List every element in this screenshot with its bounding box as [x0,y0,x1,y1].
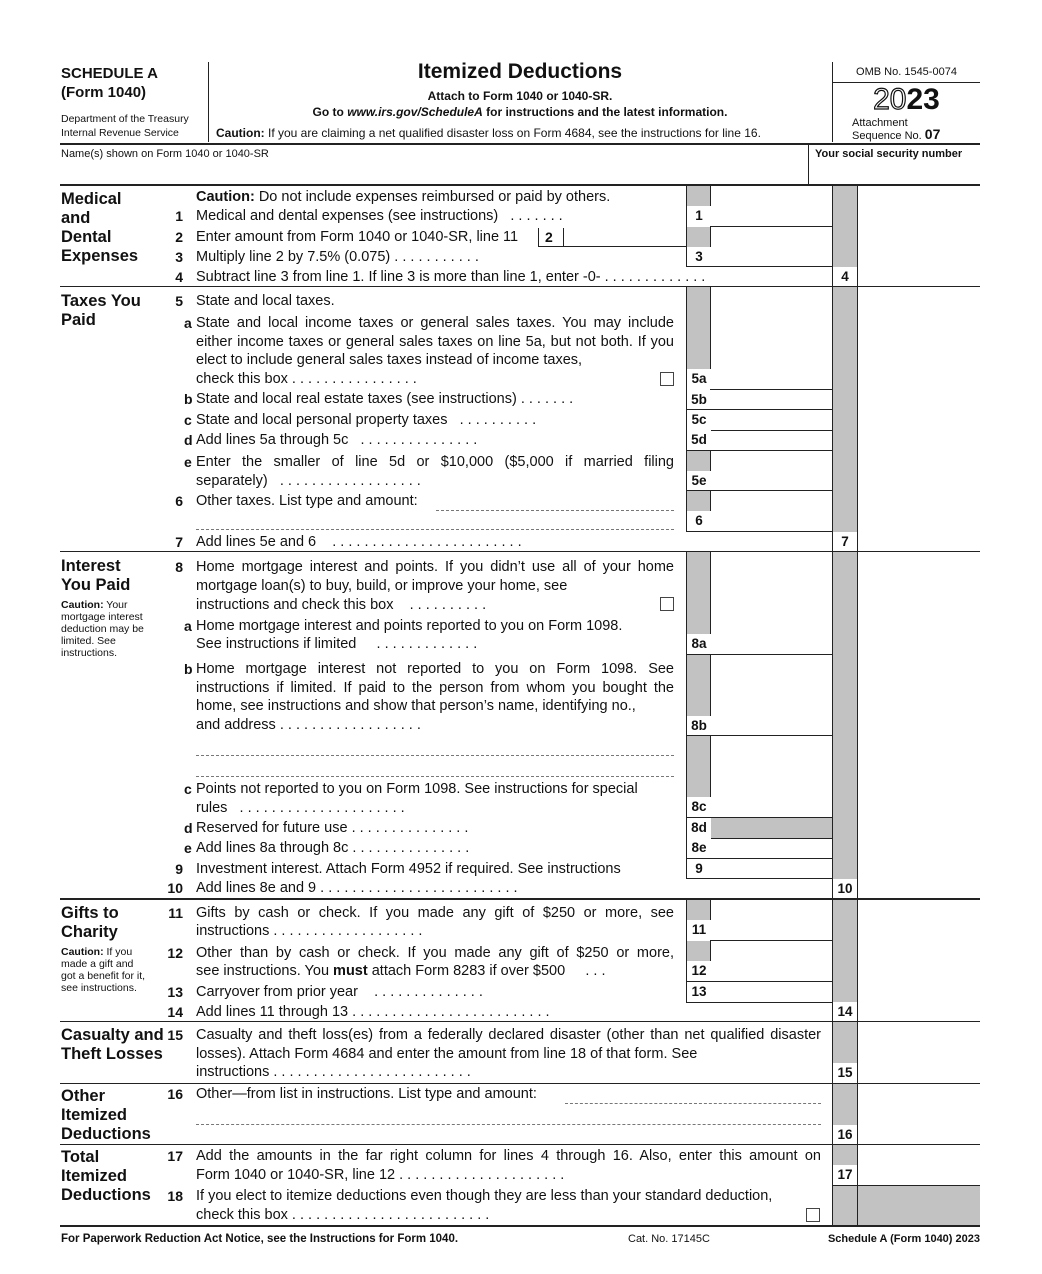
name-field[interactable] [60,145,808,185]
ref-shade-8c [686,736,710,797]
form-title: Itemized Deductions [417,60,623,83]
line-16-amount[interactable] [858,1125,980,1144]
rule-5e [686,490,832,491]
line-14-amount[interactable] [858,1002,980,1021]
line-num-1: 1 [175,208,183,224]
line-ref-5b: 5b [687,390,711,410]
line-5e-text: Enter the smaller of line 5d or $10,000 ($5,000 if married filing [196,454,674,470]
tax-year-outline: 20 [873,83,907,116]
line-12-last: see instructions. You must attach Form 8283 if over $500 . . . [196,963,606,979]
sequence-label [852,128,940,143]
line-8a-text: Home mortgage interest and points reported to you on Form 1098. [196,618,623,634]
medical-caution: Caution: Do not include expenses reimbursed or paid by others. [196,189,611,205]
line-17-text: Add the amounts in the far right column for lines 4 through 16. Also, enter this amount on [196,1148,821,1164]
line-ref-16: 16 [833,1125,857,1145]
line-ref-15: 15 [833,1063,857,1083]
line-16-text: Other—from list in instructions. List type and amount: [196,1086,537,1102]
caution-text: If you are claiming a net qualified disaster loss on Form 4684, see the instructions for line 16. [264,126,761,140]
header-caution [216,126,761,140]
line-5e-amount[interactable] [711,471,832,491]
line-15-text: Casualty and theft loss(es) from a federally declared disaster (other than net qualified disaster losses). Attach Form 4684 and enter the amount from line 18 of that form. See [196,1027,821,1062]
line-11-last: instructions . . . . . . . . . . . . . . . . . . . [196,923,423,939]
form-identifier: Schedule A (Form 1040) 2023 [827,1233,980,1245]
line-num-6: 6 [175,493,183,509]
line-2-box-left [538,228,539,247]
rule-1 [710,226,832,227]
section-title-interest: Interest You Paid [61,557,131,594]
caution-label: Caution: [216,126,265,140]
line-ref-12: 12 [687,961,711,981]
irs-url-link[interactable]: www.irs.gov/ScheduleA [347,105,483,119]
line-letter-8e: e [184,840,192,856]
line-num-16: 16 [167,1086,183,1102]
line-12-amount[interactable] [711,961,832,981]
line-13-amount[interactable] [711,982,832,1002]
line-8c-text: Points not reported to you on Form 1098. See instructions for special [196,781,638,797]
attachment-label: Attachment [852,117,908,129]
catalog-number: Cat. No. 17145C [628,1233,710,1245]
line-16-description-field[interactable] [565,1103,821,1104]
line-ref-4: 4 [833,267,857,287]
line-num-11: 11 [168,905,183,921]
line-ref-3: 3 [687,247,711,267]
section-title-other: Other Itemized Deductions [61,1087,151,1143]
line-5d-text: Add lines 5a through 5c . . . . . . . . . . . . . . . [196,432,478,448]
line-num-2: 2 [175,229,183,245]
line-letter-8c: c [184,781,192,797]
line-3-amount[interactable] [711,247,832,267]
line-15-amount[interactable] [858,1063,980,1082]
line-num-14: 14 [167,1004,183,1020]
line-letter-5c: c [184,412,192,428]
line-8b-address-field-2[interactable] [196,776,674,777]
line-18-shaded-amount [858,1186,980,1226]
line-num-10: 10 [167,880,183,896]
line-2-box-bottom [538,246,686,247]
interest-caution-note: Caution: Your mortgage interest deduction may be limited. See instructions. [61,599,144,659]
line-3-text: Multiply line 2 by 7.5% (0.075) . . . . . . . . . . . [196,249,479,265]
line-1-text: Medical and dental expenses (see instructions) . . . . . . . [196,208,563,224]
sequence-text: Sequence No. [852,130,922,142]
mortgage-use-checkbox[interactable] [660,597,674,611]
mid-col-right-15 [832,1022,833,1226]
line-6-description-field-2[interactable] [196,529,674,530]
attach-instruction: Attach to Form 1040 or 1040-SR. [427,89,613,103]
line-num-17: 17 [167,1148,183,1164]
ref-shade-6 [686,491,710,511]
gifts-caution-note: Caution: If you made a gift and got a benefit for it, see instructions. [61,946,146,994]
line-8d-text: Reserved for future use . . . . . . . . . . . . . . . [196,820,469,836]
rule-9 [686,878,832,879]
line-5c-amount[interactable] [711,410,832,430]
line-letter-5e: e [184,454,192,470]
right-ref-right-8 [857,552,858,898]
line-5c-text: State and local personal property taxes . . . . . . . . . . [196,412,537,428]
sequence-number: 07 [924,126,941,142]
line-ref-17: 17 [833,1165,857,1185]
goto-prefix: Go to [312,105,348,119]
section-title-medical: Medical and Dental Expenses [61,190,139,265]
line-num-8: 8 [175,559,183,575]
line-5a-amount[interactable] [711,369,832,389]
line-letter-5a: a [184,315,192,331]
line-ref-5a: 5a [687,369,711,389]
goto-suffix: for instructions and the latest information. [482,105,728,119]
line-ref-8a: 8a [687,634,711,654]
rule-6 [686,531,832,532]
line-8c-last: rules . . . . . . . . . . . . . . . . . . . . . [196,800,405,816]
line-letter-8a: a [184,618,192,634]
mid-col-right-8 [832,552,833,898]
right-ref-right-5 [857,287,858,551]
line-letter-8d: d [184,820,193,836]
line-ref-11: 11 [687,920,711,940]
line-13-text: Carryover from prior year . . . . . . . . . . . . . . [196,984,483,1000]
rule-3 [686,266,832,267]
rule-8a [686,654,832,655]
line-ref-8c: 8c [687,797,711,817]
line-2-amount[interactable] [564,228,685,247]
line-ref-5d: 5d [687,430,711,450]
line-ref-9: 9 [687,859,711,879]
ref-shade-5a [686,287,710,369]
section-rule-casualty [60,1083,980,1084]
line-ref-2: 2 [545,229,553,245]
line-letter-8b: b [184,661,193,677]
line-6-text: Other taxes. List type and amount: [196,493,418,509]
agency-name: Internal Revenue Service [61,127,179,139]
line-5d-amount[interactable] [711,430,832,450]
line-8b-address-field[interactable] [196,755,674,756]
line-8b-amount[interactable] [711,716,832,736]
line-6-amount[interactable] [711,511,832,531]
line-12-text: Other than by cash or check. If you made any gift of $250 or more, [196,945,674,961]
line-ref-10: 10 [833,879,857,899]
line-num-12: 12 [167,945,183,961]
line-5b-amount[interactable] [711,390,832,410]
rule-11 [710,940,832,941]
section-title-casualty: Casualty and Theft Losses [61,1026,164,1063]
paperwork-notice: For Paperwork Reduction Act Notice, see the Instructions for Form 1040. [61,1233,459,1245]
form-header [0,0,1042,150]
line-num-9: 9 [175,861,183,877]
line-num-5: 5 [175,293,183,309]
section-title-gifts: Gifts to Charity [61,904,119,941]
line-5b-text: State and local real estate taxes (see instructions) . . . . . . . [196,391,574,407]
ssn-label: Your social security number [815,148,963,160]
line-9-text: Investment interest. Attach Form 4952 if required. See instructions [196,861,621,877]
line-num-15: 15 [167,1027,183,1043]
line-ref-13: 13 [687,982,711,1002]
line-8a-last: See instructions if limited . . . . . . . . . . . . . [196,636,478,652]
line-num-7: 7 [175,534,183,550]
line-ref-8b: 8b [687,716,711,736]
line-8a-amount[interactable] [711,634,832,654]
line-8c-amount[interactable] [711,797,832,817]
line-15-last: instructions . . . . . . . . . . . . . . . . . . . . . . . . . [196,1064,471,1080]
sales-tax-checkbox[interactable] [660,372,674,386]
line-ref-1: 1 [687,206,711,226]
line-5-text: State and local taxes. [196,293,335,309]
tax-year [833,83,980,117]
line-11-text: Gifts by cash or check. If you made any gift of $250 or more, see [196,905,674,921]
ref-shade-5e [686,451,710,471]
line-ref-8e: 8e [687,838,711,858]
section-title-taxes: Taxes You Paid [61,292,141,329]
rule-13 [686,1002,832,1003]
section-rule-interest [60,898,980,900]
line-8d-shaded-amount [710,818,832,838]
ref-shade-1 [686,186,710,206]
line-5a-last: check this box . . . . . . . . . . . . . . . . [196,371,417,387]
line-11-amount[interactable] [711,920,832,940]
rule-8b [686,735,832,736]
ref-shade-8b [686,655,710,716]
line-4-amount[interactable] [858,267,980,286]
line-ref-7: 7 [833,532,857,552]
line-18-text: If you elect to itemize deductions even though they are less than your standard deduction, [196,1188,773,1204]
line-5e-last: separately) . . . . . . . . . . . . . . . . . . [196,473,421,489]
line-2-text: Enter amount from Form 1040 or 1040-SR, line 11 [196,229,519,245]
line-7-amount[interactable] [858,532,980,551]
line-8e-text: Add lines 8a through 8c . . . . . . . . . . . . . . . [196,840,470,856]
section-rule-gifts [60,1021,980,1022]
line-8b-last: and address . . . . . . . . . . . . . . . . . . [196,717,421,733]
line-16-description-field-2[interactable] [196,1124,821,1125]
mid-col-right-5 [832,287,833,551]
line-num-13: 13 [167,984,183,1000]
line-4-text: Subtract line 3 from line 1. If line 3 is more than line 1, enter -0- . . . . . . . . . . . . . [196,269,706,285]
line-ref-6: 6 [687,511,711,531]
ref-shade-12 [686,941,710,961]
department-name: Department of the Treasury [61,113,189,125]
line-num-4: 4 [175,269,183,285]
form-number: (Form 1040) [61,84,147,101]
line-17-amount[interactable] [858,1165,980,1185]
line-num-3: 3 [175,249,183,265]
section-title-total: Total Itemized Deductions [61,1148,151,1204]
schedule-name: SCHEDULE A [61,65,158,82]
form-bottom-rule [60,1225,980,1227]
rule-5d [686,450,832,451]
ref-shade-11 [686,900,710,920]
line-8-text: Home mortgage interest and points. If you didn’t use all of your home mortgage loan(s) to buy, build, or improve your home, see [196,559,674,594]
line-10-amount[interactable] [858,879,980,898]
section-rule-medical [60,286,980,287]
tax-year-bold: 23 [906,83,940,116]
line-7-text: Add lines 5e and 6 . . . . . . . . . . . . . . . . . . . . . . . . [196,534,522,550]
name-label: Name(s) shown on Form 1040 or 1040-SR [61,148,269,160]
section-rule-taxes [60,551,980,552]
omb-number: OMB No. 1545-0074 [856,66,957,78]
line-9-amount[interactable] [711,859,832,878]
line-5a-text: State and local income taxes or general sales taxes. You may include either income taxes or general sales taxes on line 5a, but not both. If you elect to include general sales taxes instead of income taxes, [196,315,674,368]
line-6-description-field[interactable] [436,510,674,511]
line-14-text: Add lines 11 through 13 . . . . . . . . . . . . . . . . . . . . . . . . . [196,1004,550,1020]
line-ref-14: 14 [833,1002,857,1022]
line-ref-8d: 8d [687,818,711,838]
line-ref-5c: 5c [687,410,711,430]
line-1-amount[interactable] [711,206,832,226]
line-num-18: 18 [167,1188,183,1204]
line-10-text: Add lines 8e and 9 . . . . . . . . . . . . . . . . . . . . . . . . . [196,880,518,896]
line-8-last: instructions and check this box . . . . . . . . . . [196,597,487,613]
ssn-field[interactable] [809,145,980,185]
line-17-last: Form 1040 or 1040-SR, line 12 . . . . . . . . . . . . . . . . . . . . . [196,1167,565,1183]
ref-shade-3 [686,227,710,247]
ref-shade-8a [686,552,710,634]
line-18-last: check this box . . . . . . . . . . . . . . . . . . . . . . . . . [196,1207,490,1223]
line-ref-5e: 5e [687,471,711,491]
line-8b-text: Home mortgage interest not reported to you on Form 1098. See instructions if limited. If paid to the person from whom you bought the home, see instructions and show that person’s name, identifying no., [196,661,674,714]
goto-instruction [208,105,832,119]
itemize-election-checkbox[interactable] [806,1208,820,1222]
line-letter-5d: d [184,432,193,448]
section-rule-other [60,1144,980,1145]
line-letter-5b: b [184,391,193,407]
line-8e-amount[interactable] [711,838,832,858]
